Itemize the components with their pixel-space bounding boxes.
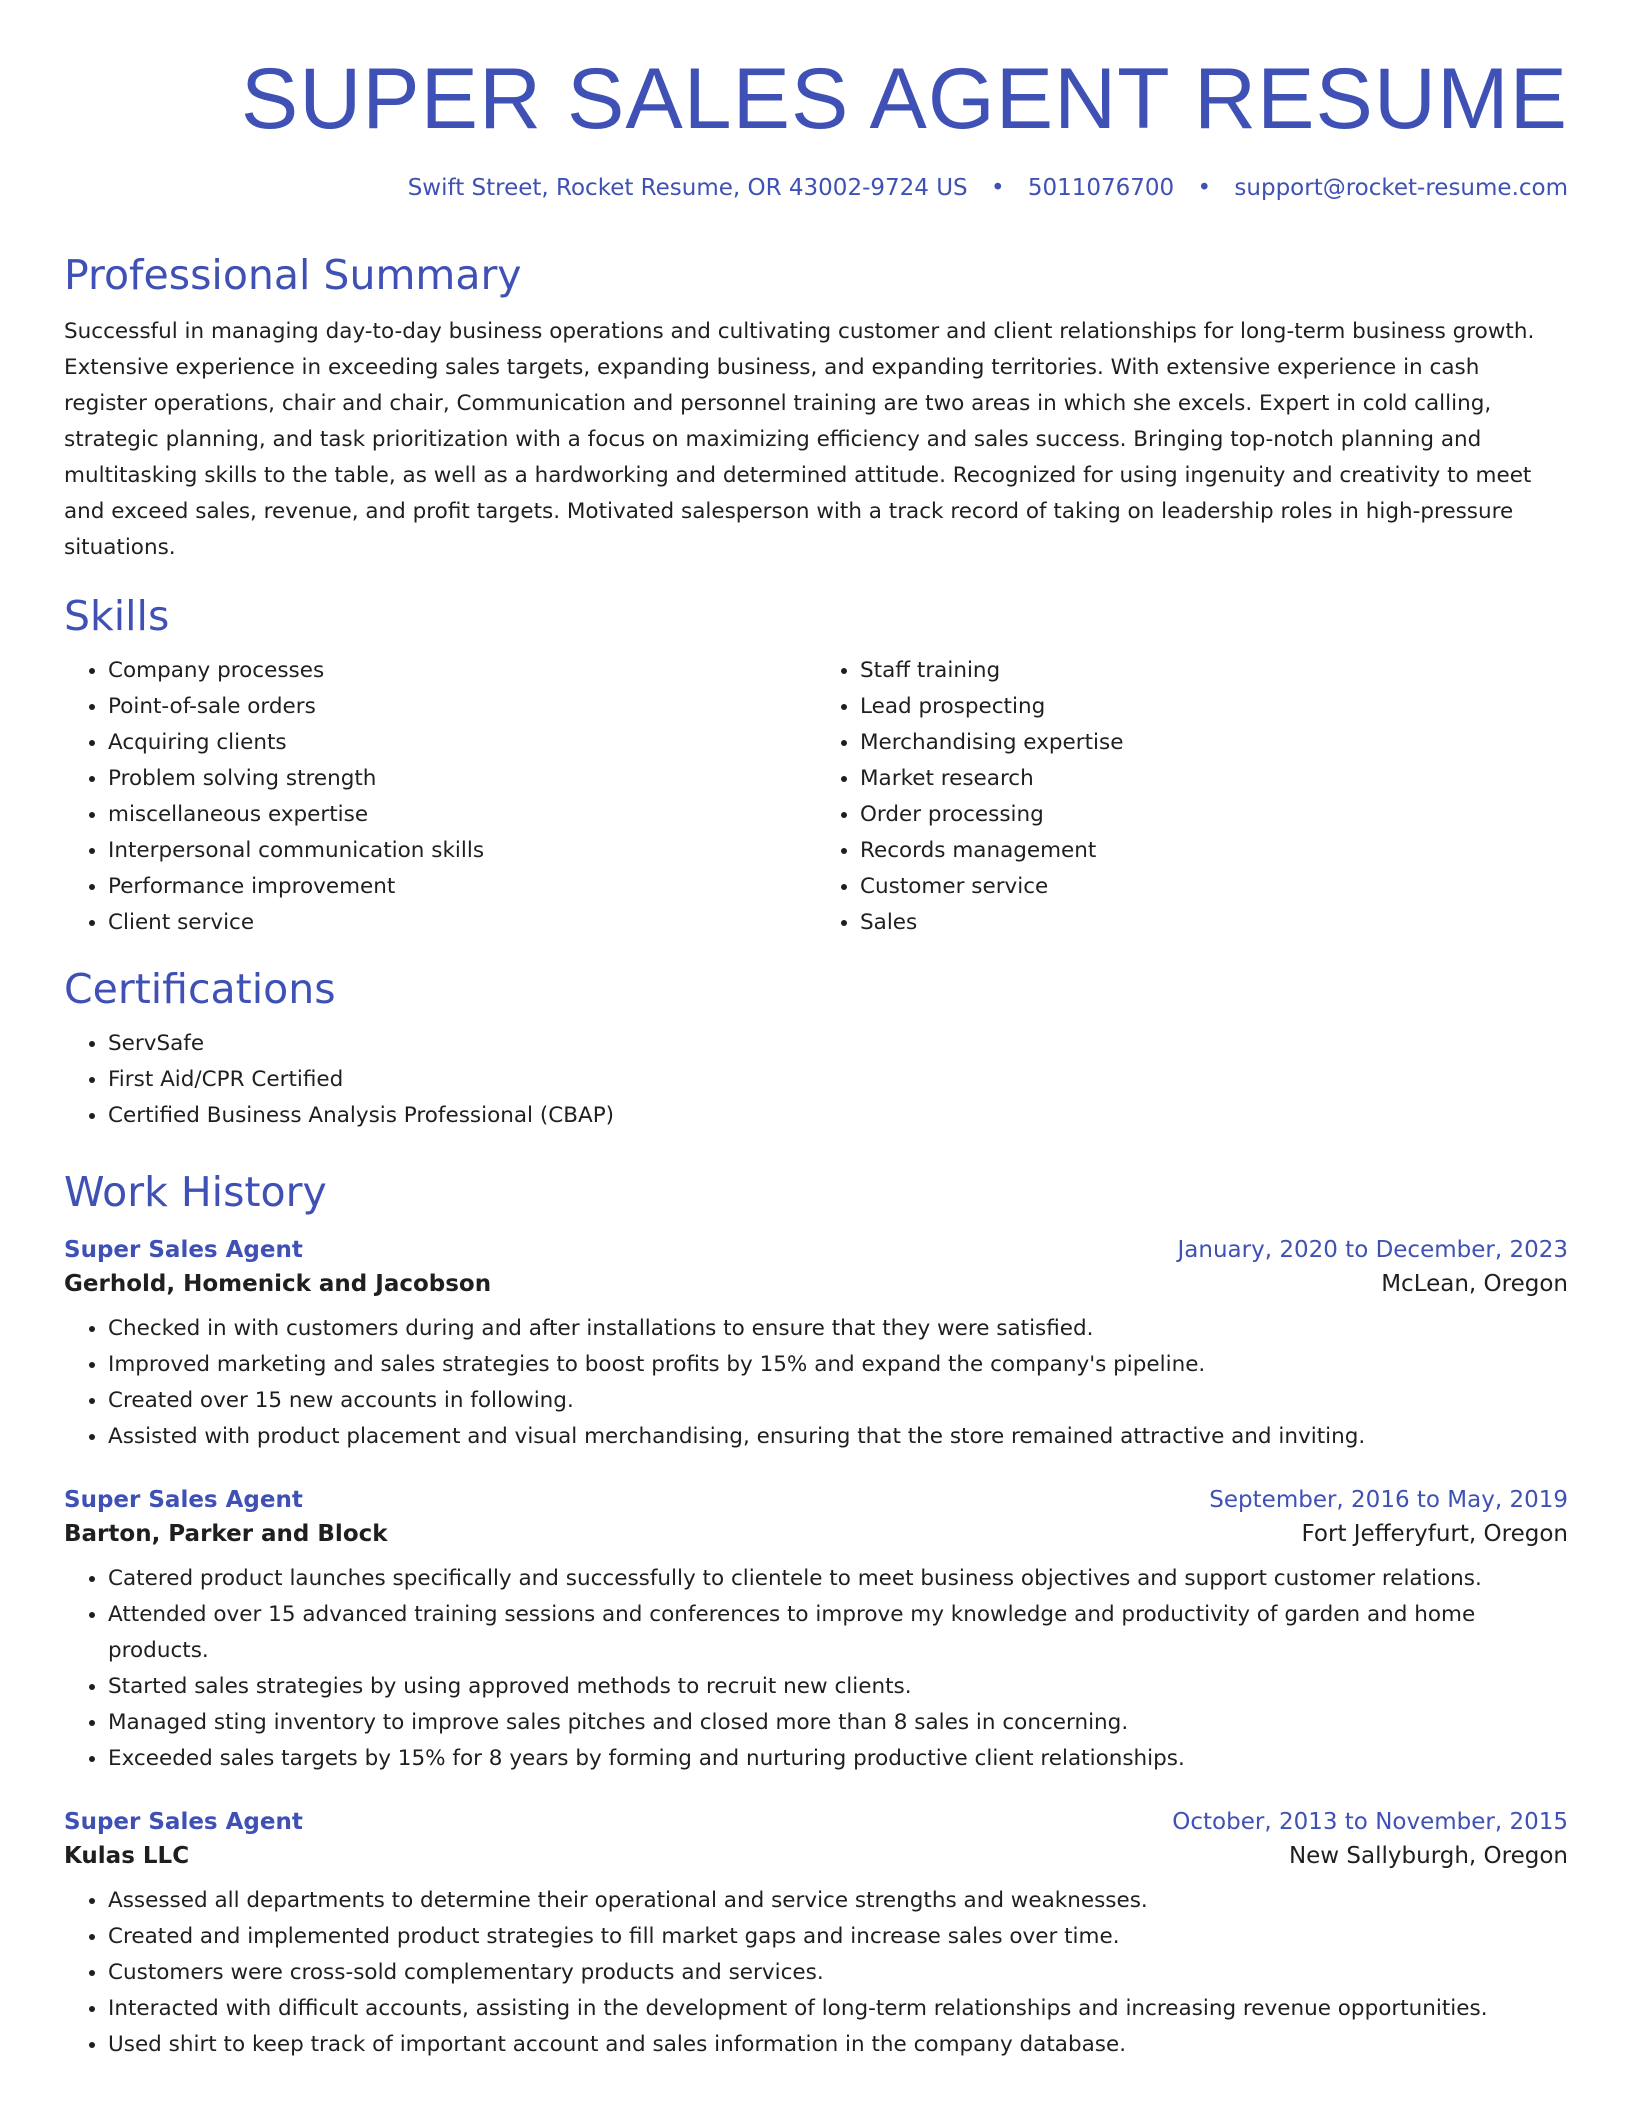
skill-item: • Records management xyxy=(860,833,1568,869)
certification-item: • First Aid/CPR Certified xyxy=(108,1062,1568,1098)
skill-item: • Staff training xyxy=(860,653,1568,689)
job-bullet: • Assisted with product placement and visual merchandising, ensuring that the store remained attractive and inviting. xyxy=(108,1419,1568,1455)
contact-email: support@rocket-resume.com xyxy=(1234,174,1568,201)
contact-phone: 5011076700 xyxy=(1027,174,1175,201)
skill-item: • Problem solving strength xyxy=(108,761,816,797)
certifications-section xyxy=(64,965,1568,1134)
job-bullets xyxy=(64,1311,1568,1455)
job-title: Super Sales Agent xyxy=(64,1237,303,1264)
job-company-row xyxy=(64,1271,1568,1297)
job-company: Kulas LLC xyxy=(64,1843,190,1870)
contact-separator: • xyxy=(1197,174,1212,201)
job-company-row xyxy=(64,1521,1568,1547)
job-company: Gerhold, Homenick and Jacobson xyxy=(64,1271,492,1298)
job-entry xyxy=(64,1237,1568,1455)
skills-list-left xyxy=(64,653,816,941)
section-heading: Work History xyxy=(64,1168,327,1217)
skill-item: • Customer service xyxy=(860,869,1568,905)
section-heading: Professional Summary xyxy=(64,250,522,299)
job-location: Fort Jefferyfurt, Oregon xyxy=(1301,1521,1568,1548)
professional-summary-section xyxy=(64,251,1568,566)
job-bullet: • Interacted with difficult accounts, assisting in the development of long-term relationships and increasing revenue opportunities. xyxy=(108,1991,1568,2027)
job-bullet: • Catered product launches specifically and successfully to clientele to meet business objectives and support customer relations. xyxy=(108,1561,1568,1597)
skill-item: • miscellaneous expertise xyxy=(108,797,816,833)
resume-header xyxy=(64,0,1568,201)
job-bullet: • Managed sting inventory to improve sales pitches and closed more than 8 sales in concerning. xyxy=(108,1705,1568,1741)
job-bullet: • Created over 15 new accounts in following. xyxy=(108,1383,1568,1419)
contact-line xyxy=(64,175,1568,201)
job-bullets xyxy=(64,1883,1568,2063)
skill-item: • Performance improvement xyxy=(108,869,816,905)
skills-grid xyxy=(64,653,1568,941)
skill-item: • Point-of-sale orders xyxy=(108,689,816,725)
job-dates: September, 2016 to May, 2019 xyxy=(1209,1487,1568,1514)
job-title: Super Sales Agent xyxy=(64,1487,303,1514)
job-bullet: • Checked in with customers during and after installations to ensure that they were satisfied. xyxy=(108,1311,1568,1347)
job-bullet: • Attended over 15 advanced training sessions and conferences to improve my knowledge and productivity of garden and home products. xyxy=(108,1597,1568,1669)
skill-item: • Order processing xyxy=(860,797,1568,833)
certification-item: • ServSafe xyxy=(108,1026,1568,1062)
contact-address: Swift Street, Rocket Resume, OR 43002-9724 US xyxy=(407,174,968,201)
section-heading: Skills xyxy=(64,591,170,640)
skill-item: • Lead prospecting xyxy=(860,689,1568,725)
skill-item: • Client service xyxy=(108,905,816,941)
job-title: Super Sales Agent xyxy=(64,1809,303,1836)
certifications-list xyxy=(64,1026,1568,1134)
section-heading: Certifications xyxy=(64,964,336,1013)
job-entry xyxy=(64,1487,1568,1777)
skill-item: • Interpersonal communication skills xyxy=(108,833,816,869)
summary-text: Successful in managing day-to-day business operations and cultivating customer and client relationships for long-term business growth. Extensive experience in exceeding sales targets, expanding business, and expanding territories. With extensive experience in cash register operations, chair and chair, Communication and personnel training are two areas in which she excels. Expert in cold calling, strategic planning, and task prioritization with a focus on maximizing efficiency and sales success. Bringing top-notch planning and multitasking skills to the table, as well as a hardworking and determined attitude. Recognized for using ingenuity and creativity to meet and exceed sales, revenue, and profit targets. Motivated salesperson with a track record of taking on leadership roles in high-pressure situations. xyxy=(64,318,1535,560)
job-entry xyxy=(64,1809,1568,2063)
job-header-row xyxy=(64,1809,1568,1835)
job-bullet: • Assessed all departments to determine their operational and service strengths and weaknesses. xyxy=(108,1883,1568,1919)
job-bullet: • Used shirt to keep track of important account and sales information in the company database. xyxy=(108,2027,1568,2063)
job-header-row xyxy=(64,1237,1568,1263)
skill-item: • Company processes xyxy=(108,653,816,689)
job-header-row xyxy=(64,1487,1568,1513)
skill-item: • Sales xyxy=(860,905,1568,941)
job-bullet: • Exceeded sales targets by 15% for 8 years by forming and nurturing productive client relationships. xyxy=(108,1741,1568,1777)
skill-item: • Merchandising expertise xyxy=(860,725,1568,761)
job-bullet: • Started sales strategies by using approved methods to recruit new clients. xyxy=(108,1669,1568,1705)
skills-section xyxy=(64,592,1568,941)
job-bullet: • Customers were cross-sold complementary products and services. xyxy=(108,1955,1568,1991)
job-company: Barton, Parker and Block xyxy=(64,1521,388,1548)
resume-title: SUPER SALES AGENT RESUME xyxy=(240,51,1568,147)
skills-list-right xyxy=(816,653,1568,941)
contact-separator: • xyxy=(990,174,1005,201)
job-dates: January, 2020 to December, 2023 xyxy=(1177,1237,1568,1264)
job-bullets xyxy=(64,1561,1568,1777)
job-dates: October, 2013 to November, 2015 xyxy=(1172,1809,1568,1836)
job-location: McLean, Oregon xyxy=(1381,1271,1568,1298)
skill-item: • Market research xyxy=(860,761,1568,797)
job-bullet: • Improved marketing and sales strategies to boost profits by 15% and expand the company's pipeline. xyxy=(108,1347,1568,1383)
job-company-row xyxy=(64,1843,1568,1869)
job-location: New Sallyburgh, Oregon xyxy=(1288,1843,1568,1870)
skill-item: • Acquiring clients xyxy=(108,725,816,761)
certification-item: • Certified Business Analysis Professional (CBAP) xyxy=(108,1098,1568,1134)
work-history-section xyxy=(64,1168,1568,2063)
job-bullet: • Created and implemented product strategies to fill market gaps and increase sales over time. xyxy=(108,1919,1568,1955)
